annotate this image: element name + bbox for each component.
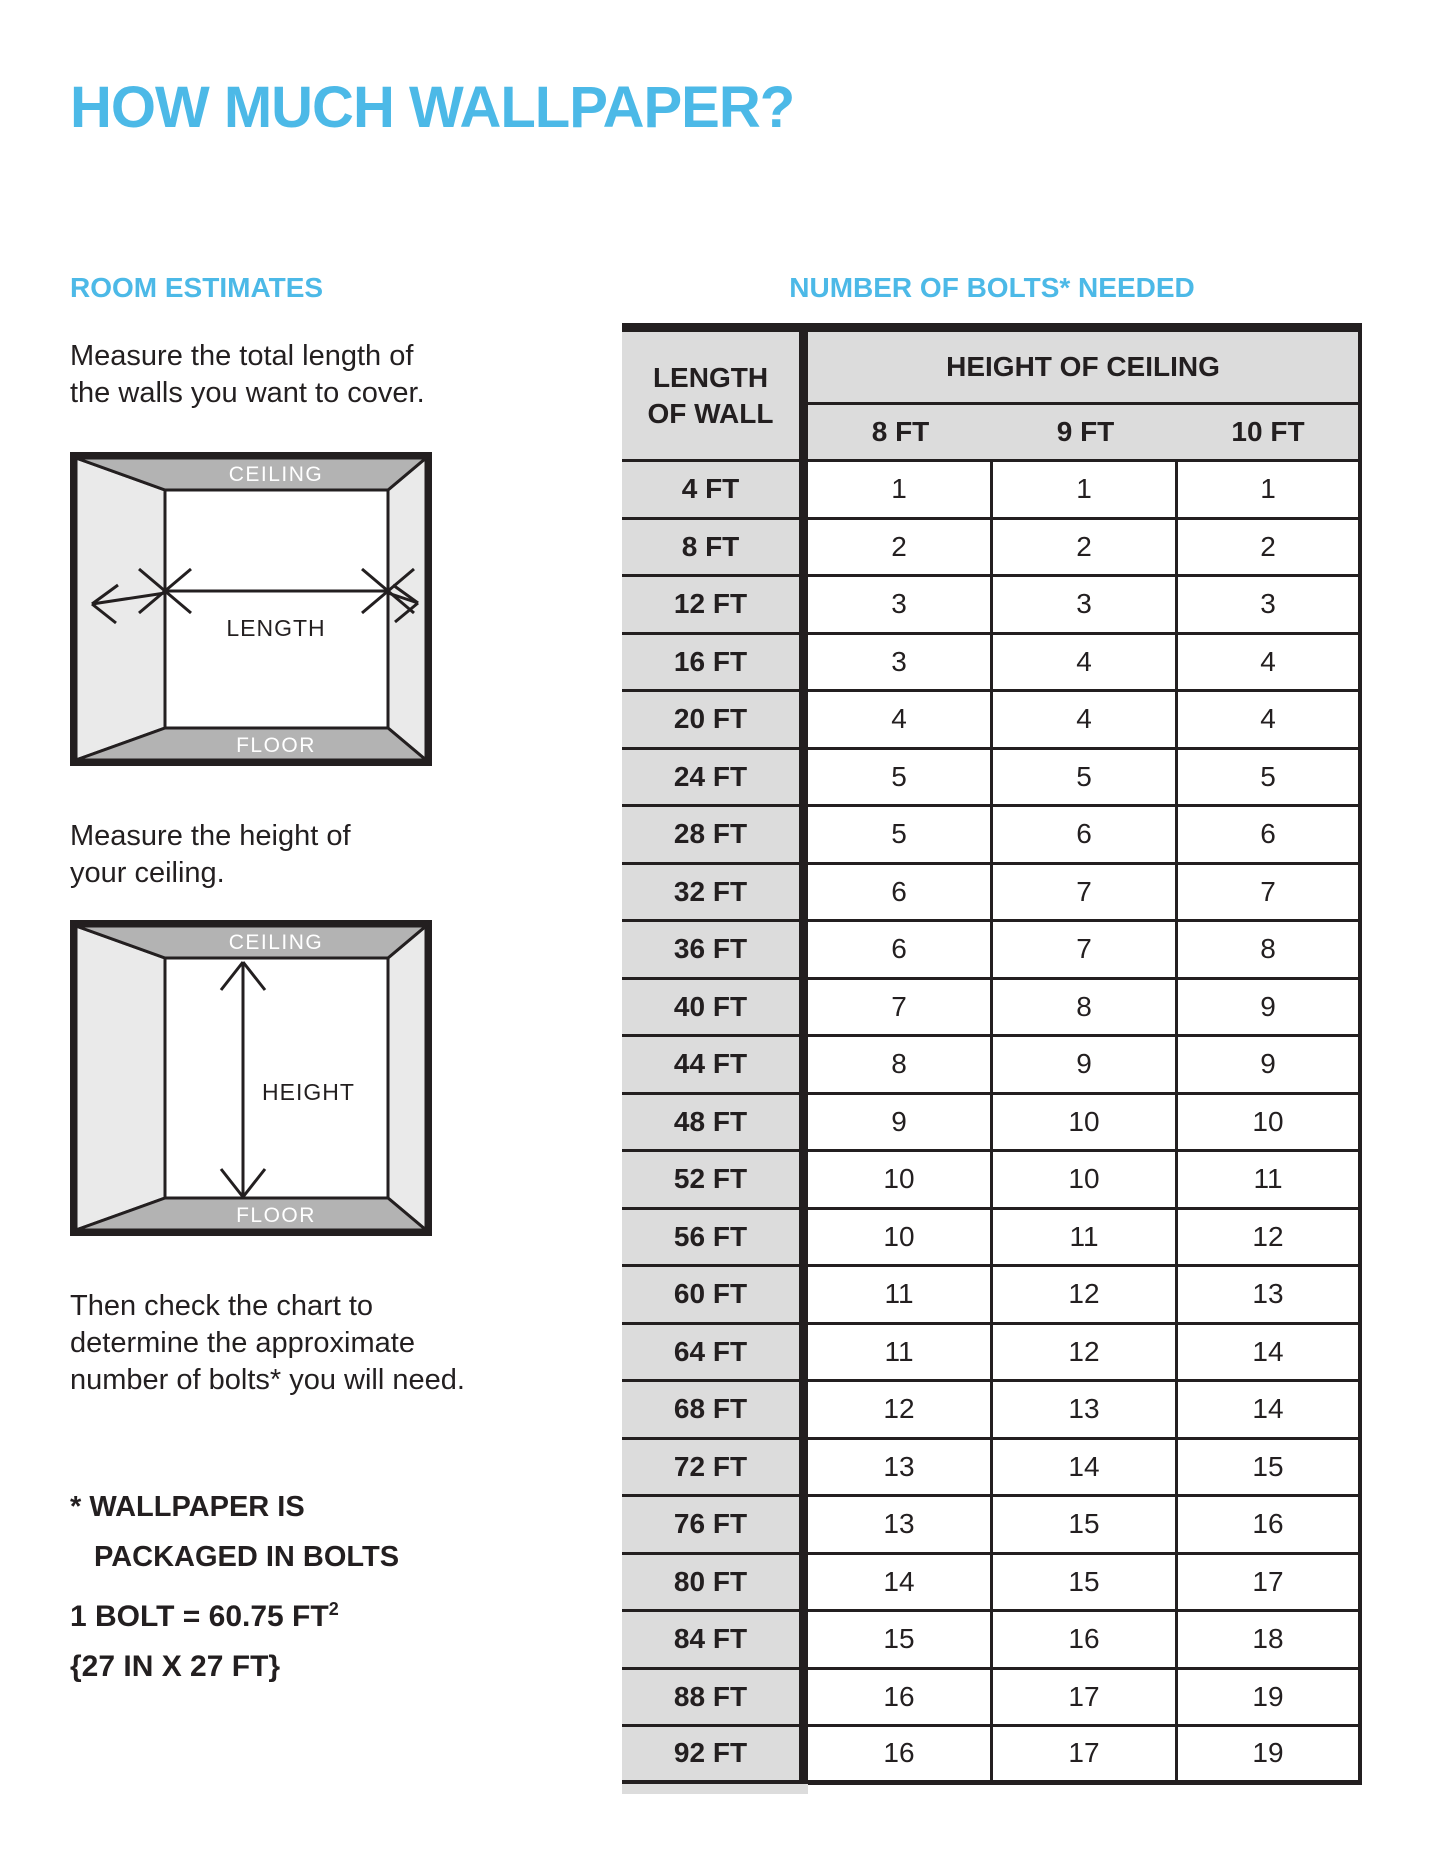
wall-length-label: 68 FT <box>622 1382 808 1440</box>
bolt-count-cell: 5 <box>1178 750 1362 808</box>
table-row <box>622 1497 1362 1555</box>
bolt-count-cell: 8 <box>808 1037 993 1095</box>
footnote-line: * WALLPAPER IS <box>70 1491 305 1523</box>
table-row <box>622 865 1362 923</box>
bolt-count-cell: 17 <box>993 1727 1178 1785</box>
wall-length-label: 40 FT <box>622 980 808 1038</box>
table-header-height-of-ceiling: HEIGHT OF CEILING <box>808 332 1362 405</box>
ceiling-height-column-header: 10 FT <box>1178 405 1362 462</box>
bolt-count-cell: 15 <box>993 1555 1178 1613</box>
wall-length-label: 56 FT <box>622 1210 808 1268</box>
bolt-count-cell: 3 <box>1178 577 1362 635</box>
bolt-count-cell: 10 <box>993 1095 1178 1153</box>
bolt-count-cell: 16 <box>993 1612 1178 1670</box>
bolt-count-cell: 14 <box>1178 1325 1362 1383</box>
bolt-count-cell: 2 <box>808 520 993 578</box>
table-row <box>622 1210 1362 1268</box>
bolt-count-cell: 11 <box>993 1210 1178 1268</box>
bolt-count-cell: 19 <box>1178 1727 1362 1785</box>
bolt-count-cell: 3 <box>993 577 1178 635</box>
bolt-count-cell: 3 <box>808 635 993 693</box>
bolt-count-cell: 16 <box>808 1670 993 1728</box>
bolt-count-cell: 14 <box>808 1555 993 1613</box>
bolt-count-cell: 14 <box>993 1440 1178 1498</box>
bolt-count-cell: 8 <box>993 980 1178 1038</box>
bolt-count-cell: 16 <box>808 1727 993 1785</box>
table-row <box>622 1095 1362 1153</box>
page-title: HOW MUCH WALLPAPER? <box>70 75 795 140</box>
bolt-count-cell: 4 <box>1178 692 1362 750</box>
bolt-count-cell: 16 <box>1178 1497 1362 1555</box>
table-row <box>622 1555 1362 1613</box>
bolt-count-cell: 1 <box>808 462 993 520</box>
instruction-line: the walls you want to cover. <box>70 377 425 409</box>
table-row <box>622 520 1362 578</box>
wall-length-label: 16 FT <box>622 635 808 693</box>
bolt-count-cell: 2 <box>1178 520 1362 578</box>
instruction-line: your ceiling. <box>70 857 225 889</box>
left-wall <box>76 926 165 1230</box>
ceiling-height-column-header: 8 FT <box>808 405 993 462</box>
bolt-count-cell: 14 <box>1178 1382 1362 1440</box>
table-row <box>622 1267 1362 1325</box>
table-row <box>622 462 1362 520</box>
table-row <box>622 692 1362 750</box>
wall-length-label: 36 FT <box>622 922 808 980</box>
instruction-step-3 <box>70 1288 465 1399</box>
bolt-count-cell: 12 <box>808 1382 993 1440</box>
back-wall <box>165 490 388 728</box>
bolt-count-cell: 9 <box>993 1037 1178 1095</box>
floor-label: FLOOR <box>236 1204 316 1227</box>
wall-length-label: 92 FT <box>622 1727 808 1785</box>
table-row <box>622 750 1362 808</box>
bolt-count-cell: 6 <box>993 807 1178 865</box>
wall-length-label: 44 FT <box>622 1037 808 1095</box>
bolt-count-cell: 2 <box>993 520 1178 578</box>
bolt-count-cell: 13 <box>1178 1267 1362 1325</box>
bolt-count-cell: 3 <box>808 577 993 635</box>
table-header-row <box>622 332 1362 405</box>
bolts-table <box>622 323 1362 1785</box>
bolt-count-cell: 6 <box>808 865 993 923</box>
instruction-line: Then check the chart to <box>70 1290 374 1322</box>
bolt-count-cell: 9 <box>1178 1037 1362 1095</box>
wall-length-label: 60 FT <box>622 1267 808 1325</box>
instruction-line: number of bolts* you will need. <box>70 1364 465 1396</box>
table-row <box>622 635 1362 693</box>
wall-length-label: 4 FT <box>622 462 808 520</box>
bolt-count-cell: 12 <box>993 1267 1178 1325</box>
height-label: HEIGHT <box>262 1079 355 1105</box>
bolt-count-cell: 12 <box>993 1325 1178 1383</box>
bolt-count-cell: 17 <box>993 1670 1178 1728</box>
squared-superscript: 2 <box>328 1599 339 1619</box>
bolt-count-cell: 11 <box>1178 1152 1362 1210</box>
bolt-count-cell: 18 <box>1178 1612 1362 1670</box>
bolt-count-cell: 4 <box>1178 635 1362 693</box>
bolt-count-cell: 5 <box>808 750 993 808</box>
table-row <box>622 980 1362 1038</box>
table-row <box>622 1440 1362 1498</box>
bolt-count-cell: 8 <box>1178 922 1362 980</box>
table-row <box>622 1727 1362 1785</box>
wall-length-label: 32 FT <box>622 865 808 923</box>
table-row <box>622 1152 1362 1210</box>
table-row <box>622 922 1362 980</box>
bolt-count-cell: 12 <box>1178 1210 1362 1268</box>
section-heading-bolts-needed: NUMBER OF BOLTS* NEEDED <box>789 272 1195 303</box>
bolt-count-cell: 10 <box>808 1152 993 1210</box>
bolt-count-cell: 5 <box>993 750 1178 808</box>
bolt-count-cell: 15 <box>1178 1440 1362 1498</box>
bolt-count-cell: 5 <box>808 807 993 865</box>
bolt-count-cell: 7 <box>1178 865 1362 923</box>
instruction-line: Measure the height of <box>70 820 351 852</box>
bolt-count-cell: 1 <box>993 462 1178 520</box>
instruction-step-2 <box>70 818 351 892</box>
bolt-count-cell: 9 <box>1178 980 1362 1038</box>
instruction-step-1 <box>70 338 425 412</box>
ceiling-label: CEILING <box>228 463 324 486</box>
bolt-count-cell: 7 <box>808 980 993 1038</box>
bolt-count-cell: 15 <box>808 1612 993 1670</box>
table-row <box>622 1670 1362 1728</box>
bolt-count-cell: 9 <box>808 1095 993 1153</box>
wall-length-label: 20 FT <box>622 692 808 750</box>
instruction-line: Measure the total length of <box>70 340 414 372</box>
length-label: LENGTH <box>226 615 326 641</box>
bolt-count-cell: 10 <box>808 1210 993 1268</box>
wall-length-label: 76 FT <box>622 1497 808 1555</box>
table-row <box>622 1037 1362 1095</box>
room-height-diagram <box>70 920 432 1236</box>
back-wall <box>165 958 388 1198</box>
wall-length-label: 52 FT <box>622 1152 808 1210</box>
bolt-count-cell: 13 <box>808 1497 993 1555</box>
table-row <box>622 1612 1362 1670</box>
table-row <box>622 577 1362 635</box>
wall-length-label: 48 FT <box>622 1095 808 1153</box>
right-wall <box>388 926 426 1230</box>
bolt-count-cell: 17 <box>1178 1555 1362 1613</box>
bolt-size-note <box>70 1584 339 1692</box>
left-wall <box>76 458 165 760</box>
bolt-count-cell: 10 <box>993 1152 1178 1210</box>
wall-length-label: 72 FT <box>622 1440 808 1498</box>
room-length-diagram <box>70 452 432 766</box>
wall-length-label: 84 FT <box>622 1612 808 1670</box>
bolt-count-cell: 15 <box>993 1497 1178 1555</box>
wall-length-label: 88 FT <box>622 1670 808 1728</box>
section-heading-room-estimates: ROOM ESTIMATES <box>70 272 324 303</box>
bolt-count-cell: 13 <box>993 1382 1178 1440</box>
bolt-count-cell: 4 <box>808 692 993 750</box>
bolt-count-cell: 6 <box>808 922 993 980</box>
ceiling-height-column-header: 9 FT <box>993 405 1178 462</box>
wall-length-label: 12 FT <box>622 577 808 635</box>
bolt-count-cell: 11 <box>808 1267 993 1325</box>
instruction-line: determine the approximate <box>70 1327 415 1359</box>
table-header-length-of-wall: LENGTH OF WALL <box>622 332 808 462</box>
bolt-count-cell: 6 <box>1178 807 1362 865</box>
bolt-count-cell: 4 <box>993 635 1178 693</box>
bolt-count-cell: 19 <box>1178 1670 1362 1728</box>
bolt-count-cell: 7 <box>993 922 1178 980</box>
table-row <box>622 1325 1362 1383</box>
bolt-equation: 1 BOLT = 60.75 $FT^2$ <box>70 1599 339 1633</box>
wall-length-label: 8 FT <box>622 520 808 578</box>
wall-length-label: 28 FT <box>622 807 808 865</box>
bolt-count-cell: 13 <box>808 1440 993 1498</box>
table-row <box>622 807 1362 865</box>
footnote-line: PACKAGED IN BOLTS <box>94 1541 400 1573</box>
bolt-count-cell: 1 <box>1178 462 1362 520</box>
table-row <box>622 1382 1362 1440</box>
bolt-dimensions: {27 IN X 27 FT} <box>70 1650 281 1683</box>
wall-length-label: 80 FT <box>622 1555 808 1613</box>
wall-length-label: 24 FT <box>622 750 808 808</box>
table-footer-sliver <box>622 1784 808 1794</box>
wallpaper-bolts-footnote <box>70 1482 399 1582</box>
bolt-count-cell: 11 <box>808 1325 993 1383</box>
ceiling-label: CEILING <box>228 931 324 954</box>
floor-label: FLOOR <box>236 734 316 757</box>
bolt-count-cell: 10 <box>1178 1095 1362 1153</box>
bolt-count-cell: 7 <box>993 865 1178 923</box>
bolt-count-cell: 4 <box>993 692 1178 750</box>
wall-length-label: 64 FT <box>622 1325 808 1383</box>
